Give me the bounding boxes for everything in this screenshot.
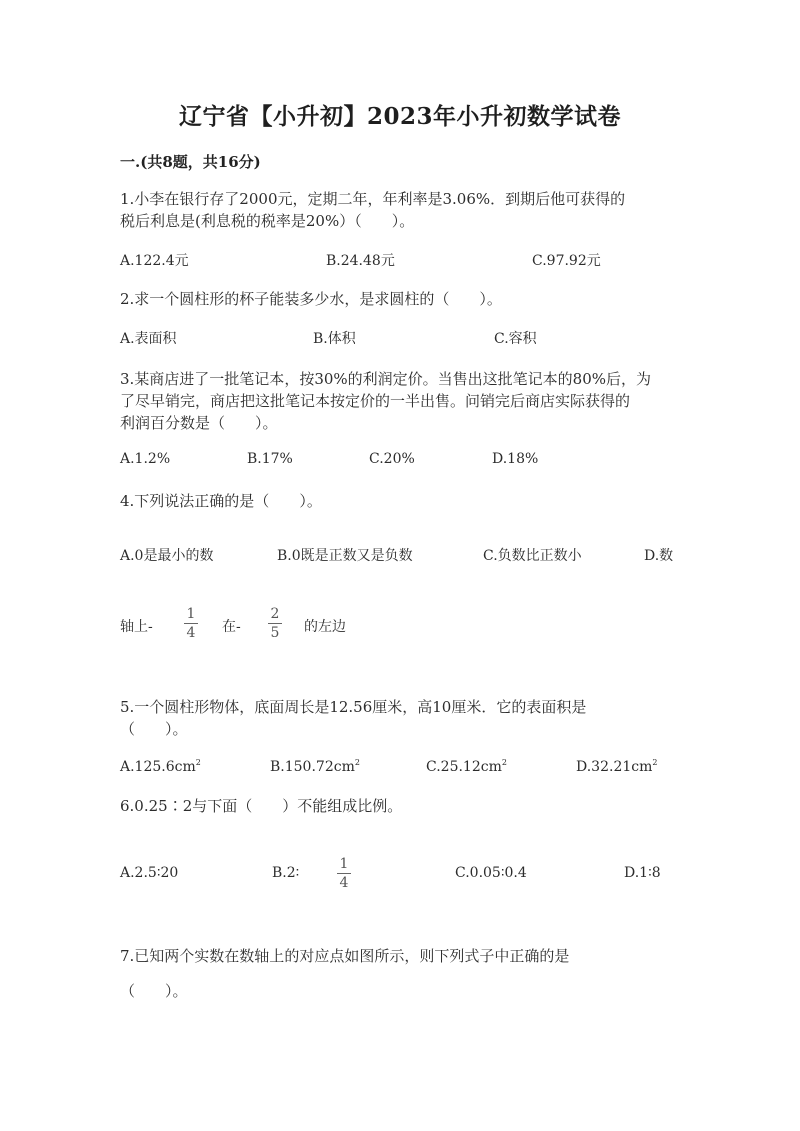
squared-sup: 2: [501, 758, 507, 767]
squared-sup: 2: [652, 758, 658, 767]
q3-option-b: B.17%: [247, 451, 293, 467]
q4-fraction-1: [184, 606, 198, 641]
q6-fraction-denominator: 4: [339, 875, 349, 891]
q4-option-b: B.0既是正数又是负数: [277, 548, 413, 564]
q3-text-line1: 3.某商店进了一批笔记本，按30%的利润定价。当售出这批笔记本的80%后，为: [120, 370, 651, 388]
section-heading: 一.(共8题，共16分): [120, 153, 261, 171]
q3-text-line3: 利润百分数是（ ）。: [120, 414, 278, 432]
q5-option-c: [426, 758, 507, 775]
q4-fraction-2: [268, 606, 282, 641]
q4-option-d-prefix: 轴上-: [120, 619, 153, 635]
q6-option-b: B.2∶: [272, 865, 300, 881]
q1-text-line2: 税后利息是(利息税的税率是20%）（ ）。: [120, 212, 415, 230]
fraction-bar: [337, 873, 351, 874]
squared-sup: 2: [195, 758, 201, 767]
q6-option-a: A.2.5∶20: [120, 865, 179, 881]
q3-text-line2: 了尽早销完，商店把这批笔记本按定价的一半出售。问销完后商店实际获得的: [120, 392, 631, 410]
page-title: 辽宁省【小升初】2023年小升初数学试卷: [178, 103, 621, 130]
q4-option-d: D.数: [644, 548, 674, 564]
q4-fraction-2-numerator: 2: [270, 606, 280, 622]
q1-option-a: A.122.4元: [120, 253, 189, 269]
q5-option-a-text: A.125.6cm: [120, 759, 196, 775]
q6-fraction-numerator: 1: [339, 856, 349, 872]
q5-text-line2: （ ）。: [120, 720, 188, 738]
q4-fraction-1-denominator: 4: [186, 625, 196, 641]
q5-option-b-text: B.150.72cm: [270, 759, 355, 775]
q2-text-line1: 2.求一个圆柱形的杯子能装多少水，是求圆柱的（ ）。: [120, 290, 502, 308]
q1-option-b: B.24.48元: [326, 253, 395, 269]
q4-option-d-mid: 在-: [222, 619, 241, 635]
q5-text-line1: 5.一个圆柱形物体，底面周长是12.56厘米，高10厘米．它的表面积是: [120, 698, 587, 716]
q4-fraction-1-numerator: 1: [186, 606, 196, 622]
q6-option-c: C.0.05∶0.4: [455, 865, 527, 881]
q5-option-b: [270, 758, 360, 775]
q7-text-line1: 7.已知两个实数在数轴上的对应点如图所示，则下列式子中正确的是: [120, 947, 570, 965]
q5-option-d: [576, 758, 657, 775]
q1-text-line1: 1.小李在银行存了2000元，定期二年，年利率是3.06%．到期后他可获得的: [120, 190, 626, 208]
q5-option-c-text: C.25.12cm: [426, 759, 502, 775]
q4-option-d-suffix: 的左边: [304, 619, 346, 635]
q4-option-c: C.负数比正数小: [483, 548, 582, 564]
q2-option-a: A.表面积: [120, 331, 177, 347]
q6-fraction: [337, 856, 351, 891]
q2-option-b: B.体积: [313, 331, 356, 347]
q2-option-c: C.容积: [494, 331, 537, 347]
q3-option-c: C.20%: [369, 451, 415, 467]
q1-option-c: C.97.92元: [532, 253, 601, 269]
q6-option-d: D.1∶8: [624, 865, 661, 881]
q4-text-line1: 4.下列说法正确的是（ ）。: [120, 492, 322, 510]
fraction-bar: [268, 623, 282, 624]
q6-text-line1: 6.0.25∶2与下面（ ）不能组成比例。: [120, 797, 403, 815]
q7-text-line2: （ ）。: [120, 982, 188, 1000]
q3-option-a: A.1.2%: [120, 451, 171, 467]
q4-option-a: A.0是最小的数: [120, 548, 214, 564]
q3-option-d: D.18%: [492, 451, 539, 467]
fraction-bar: [184, 623, 198, 624]
q4-fraction-2-denominator: 5: [270, 625, 280, 641]
q5-option-a: [120, 758, 201, 775]
q5-option-d-text: D.32.21cm: [576, 759, 653, 775]
squared-sup: 2: [354, 758, 360, 767]
